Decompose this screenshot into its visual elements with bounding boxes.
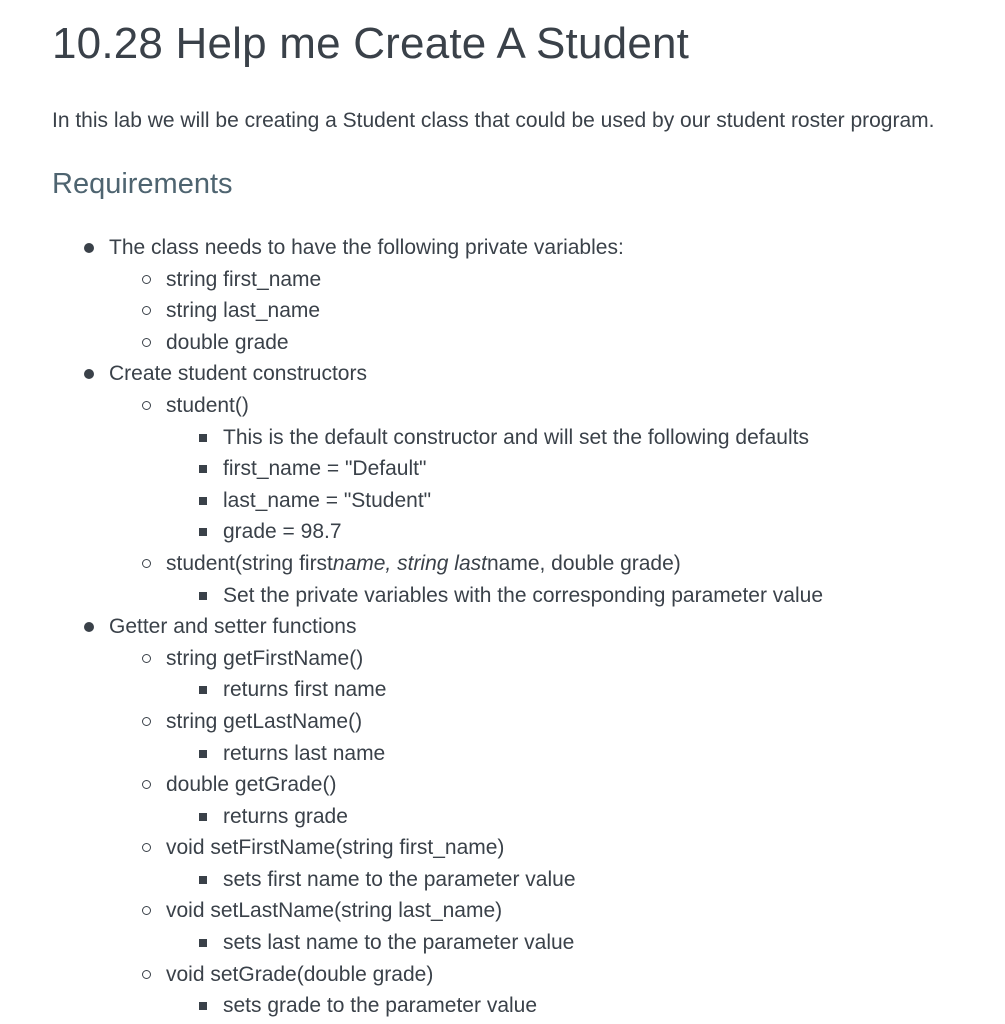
list-item	[0, 611, 823, 1022]
list-item-text: sets first name to the parameter value	[223, 867, 576, 891]
list-item	[0, 643, 823, 706]
list-item	[0, 738, 823, 770]
intro-paragraph: In this lab we will be creating a Student class that could be used by our student roster program.	[52, 109, 935, 132]
list-item	[0, 832, 823, 895]
list-item	[0, 390, 823, 548]
list-item	[0, 990, 823, 1022]
requirements-list	[0, 232, 823, 1022]
list-item	[0, 895, 823, 958]
list-item-text: returns first name	[223, 678, 387, 702]
list-item-text: The class needs to have the following private variables:	[109, 236, 624, 259]
list-item	[0, 706, 823, 769]
bullet-square-icon	[199, 813, 207, 821]
bullet-disc-icon	[84, 243, 94, 253]
bullet-square-icon	[199, 1002, 207, 1010]
list-item	[0, 327, 823, 359]
requirements-heading: Requirements	[52, 168, 233, 200]
list-item	[0, 801, 823, 833]
sub-list	[109, 264, 823, 359]
sub-list	[109, 643, 823, 1022]
list-item-text: grade = 98.7	[223, 520, 342, 544]
list-item	[0, 769, 823, 832]
bullet-square-icon	[199, 750, 207, 758]
bullet-circle-icon	[142, 338, 151, 347]
bullet-square-icon	[199, 876, 207, 884]
list-item-text: student()	[166, 393, 249, 417]
list-item-text: Getter and setter functions	[109, 615, 357, 639]
bullet-square-icon	[199, 592, 207, 600]
sub-sub-list	[166, 674, 823, 706]
sub-sub-list	[166, 990, 823, 1022]
bullet-square-icon	[199, 528, 207, 536]
list-item-text: Create student constructors	[109, 362, 367, 386]
list-item-text: double getGrade()	[166, 773, 337, 797]
list-item	[0, 959, 823, 1022]
list-item-text: void setFirstName(string first_name)	[166, 836, 505, 860]
list-item	[0, 453, 823, 485]
sub-sub-list	[166, 864, 823, 896]
list-item-text: first_name = "Default"	[223, 457, 427, 481]
list-item-text: returns grade	[223, 804, 348, 828]
bullet-circle-icon	[142, 970, 151, 979]
bullet-square-icon	[199, 434, 207, 442]
list-item-text: void setLastName(string last_name)	[166, 899, 503, 923]
list-item-text: string getLastName()	[166, 709, 363, 733]
list-item-text: sets last name to the parameter value	[223, 931, 575, 955]
list-item	[0, 295, 823, 327]
sub-sub-list	[166, 422, 823, 548]
list-item	[0, 422, 823, 454]
list-item-text: last_name = "Student"	[223, 488, 432, 512]
list-item-text: double grade	[166, 330, 289, 354]
list-item	[0, 232, 823, 358]
bullet-square-icon	[199, 497, 207, 505]
bullet-square-icon	[199, 465, 207, 473]
page-title: 10.28 Help me Create A Student	[52, 19, 690, 68]
list-item-text: sets grade to the parameter value	[223, 994, 538, 1018]
sub-list	[109, 390, 823, 611]
list-item	[0, 674, 823, 706]
list-item-text: Set the private variables with the corresponding parameter value	[223, 583, 823, 607]
bullet-circle-icon	[142, 843, 151, 852]
list-item-text: string first_name	[166, 267, 322, 291]
list-item	[0, 264, 823, 296]
list-item	[0, 516, 823, 548]
list-item	[0, 927, 823, 959]
bullet-square-icon	[199, 686, 207, 694]
bullet-disc-icon	[84, 622, 94, 632]
list-item-text: string getFirstName()	[166, 646, 364, 670]
sub-sub-list	[166, 580, 823, 612]
list-item	[0, 485, 823, 517]
list-item	[0, 548, 823, 611]
list-item-text: student(string firstname, string lastname, double grade)	[166, 551, 681, 575]
list-item-text: void setGrade(double grade)	[166, 962, 434, 986]
bullet-circle-icon	[142, 306, 151, 315]
bullet-circle-icon	[142, 780, 151, 789]
bullet-circle-icon	[142, 906, 151, 915]
bullet-circle-icon	[142, 654, 151, 663]
list-item	[0, 580, 823, 612]
bullet-circle-icon	[142, 559, 151, 568]
sub-sub-list	[166, 927, 823, 959]
sub-sub-list	[166, 801, 823, 833]
bullet-disc-icon	[84, 369, 94, 379]
list-item	[0, 358, 823, 611]
bullet-circle-icon	[142, 401, 151, 410]
list-item-text: returns last name	[223, 741, 386, 765]
bullet-square-icon	[199, 939, 207, 947]
bullet-circle-icon	[142, 717, 151, 726]
list-item	[0, 864, 823, 896]
list-item-text: string last_name	[166, 299, 321, 323]
sub-sub-list	[166, 738, 823, 770]
list-item-text: This is the default constructor and will set the following defaults	[223, 425, 809, 449]
bullet-circle-icon	[142, 275, 151, 284]
